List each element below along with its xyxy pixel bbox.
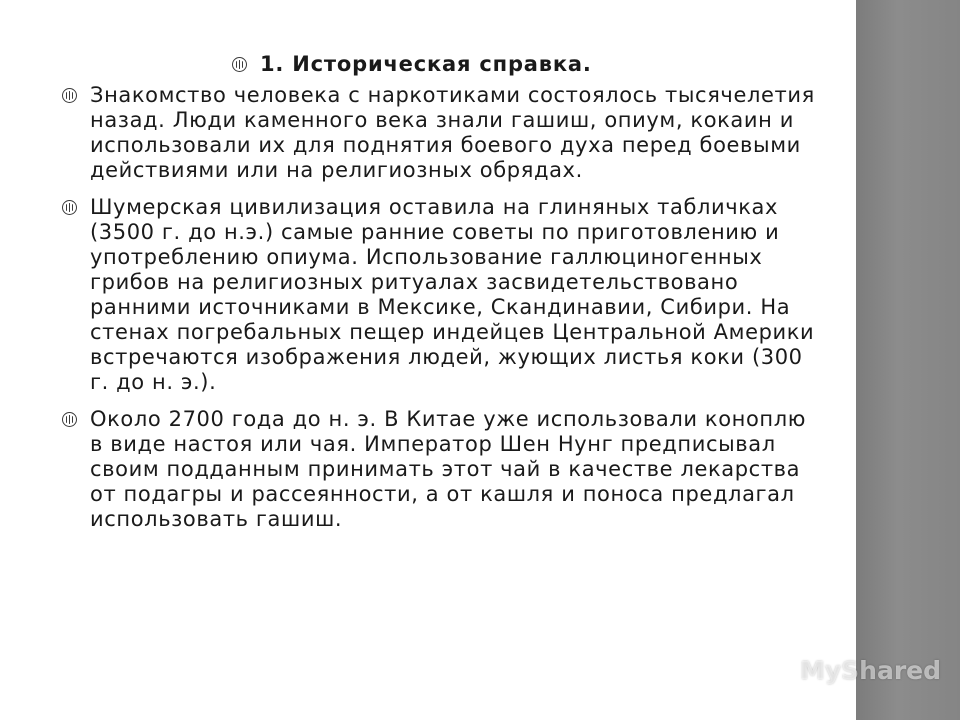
watermark-text: MyShared bbox=[800, 656, 942, 685]
paragraph-text: Шумерская цивилизация оставила на глиняных табличках (3500 г. до н.э.) самые ранние советы по приготовлению и употреблению опиума. Использование галлюциногенных грибов на религиозных ритуалах засвидетельствовано ранними источниками в Мексике, Скандинавии, Сибири. На стенах погребальных пещер индейцев Центральной Америки встречаются изображения людей, жующих листья коки (300 г. до н. э.). bbox=[90, 195, 815, 394]
watermark-logo bbox=[768, 656, 941, 685]
bullet-marker-icon bbox=[62, 88, 77, 103]
bullet-marker-icon bbox=[62, 412, 77, 427]
paragraph-text: Около 2700 года до н. э. В Китае уже использовали коноплю в виде настоя или чая. Император Шен Нунг предписывал своим подданным принимать этот чай в качестве лекарства от подагры и рассеянности, а от кашля и поноса предлагал использовать гашиш. bbox=[90, 407, 807, 531]
presentation-board-icon bbox=[768, 657, 796, 685]
bullet-marker-icon bbox=[232, 57, 247, 72]
list-item bbox=[60, 83, 820, 183]
bullet-list bbox=[60, 52, 820, 544]
side-decorative-band bbox=[856, 0, 960, 720]
list-item bbox=[60, 407, 820, 532]
list-item bbox=[60, 195, 820, 395]
bullet-marker-icon bbox=[62, 200, 77, 215]
slide-heading bbox=[60, 52, 820, 77]
paragraph-text: Знакомство человека с наркотиками состоялось тысячелетия назад. Люди каменного века знали гашиш, опиум, кокаин и использовали их для поднятия боевого духа перед боевыми действиями или на религиозных обрядах. bbox=[90, 83, 815, 182]
slide-heading-text: 1. Историческая справка. bbox=[260, 52, 592, 76]
